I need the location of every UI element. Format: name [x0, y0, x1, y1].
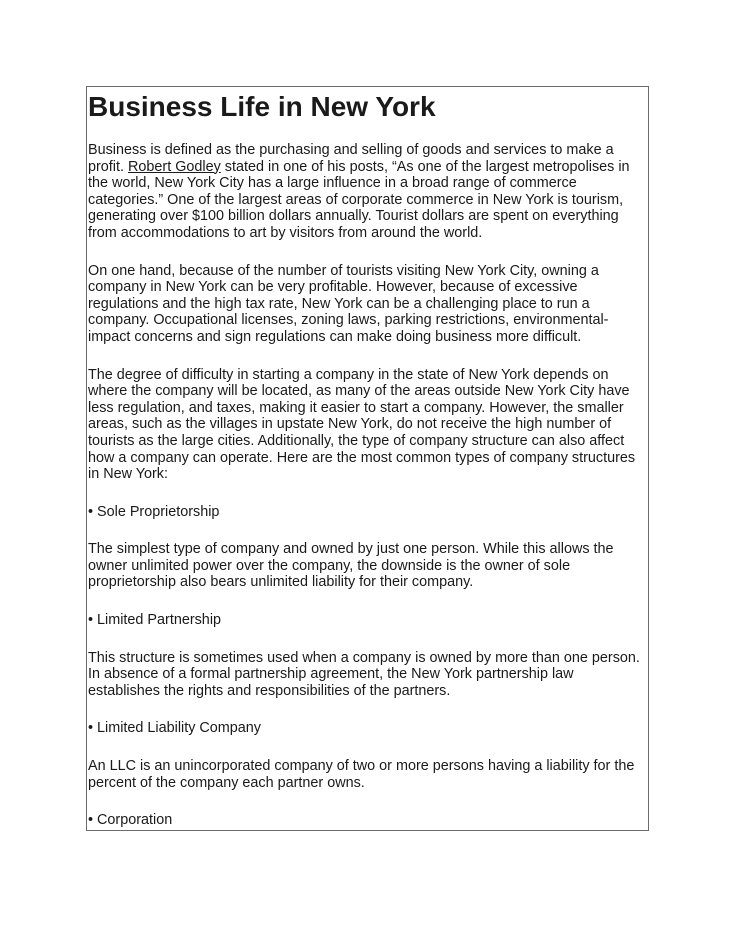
paragraph-llc: An LLC is an unincorporated company of two or more persons having a liability for the percent of the company each partner owns.	[88, 758, 635, 791]
paragraph-profitability: On one hand, because of the number of tourists visiting New York City, owning a company in New York can be very profitable. However, because of excessive regulations and the high tax rate, New York can be a challenging place to run a company. Occupational licenses, zoning laws, parking restrictions, environmental-impact concerns and sign regulations can make doing business more difficult.	[88, 262, 609, 345]
paragraph-intro-text-start: Business is defined as the purchasing and selling of goods and services to make a profit.	[88, 142, 614, 175]
bullet-limited-partnership: • Limited Partnership	[88, 612, 222, 629]
bullet-sole-proprietorship: • Sole Proprietorship	[88, 503, 220, 520]
bullet-llc: • Limited Liability Company	[88, 720, 262, 737]
paragraph-limited-partnership: This structure is sometimes used when a company is owned by more than one person. In absence of a formal partnership agreement, the New York partnership law establishes the rights and responsibilities of the partners.	[88, 649, 640, 699]
paragraph-difficulty: The degree of difficulty in starting a company in the state of New York depends on where the company will be located, as many of the areas outside New York City have less regulation, and taxes, making it easier to start a company. However, the smaller areas, such as the villages in upstate New York, do not receive the high number of tourists as the large cities. Additionally, the type of company structure can also affect how a company can operate. Here are the most common types of company structures in New York:	[88, 366, 636, 483]
paragraph-intro-text-end: stated in one of his posts, “As one of the largest metropolises in the world, New York City has a large influence in a broad range of commerce categories.” One of the largest areas of corporate commerce in New York is tourism, generating over $100 billion dollars annually. Tourist dollars are spent on everything from accommodations to art by visitors from around the world.	[88, 158, 630, 241]
document-body	[87, 90, 648, 829]
paragraph-intro	[88, 142, 648, 242]
paragraph-sole-proprietorship: The simplest type of company and owned by just one person. While this allows the owner unlimited power over the company, the downside is the owner of sole proprietorship also bears unlimited liability for their company.	[88, 541, 614, 591]
document-page	[86, 86, 649, 831]
bullet-corporation: • Corporation	[88, 812, 173, 829]
document-title: Business Life in New York	[88, 91, 436, 122]
robert-godley-link[interactable]: Robert Godley	[128, 158, 221, 175]
